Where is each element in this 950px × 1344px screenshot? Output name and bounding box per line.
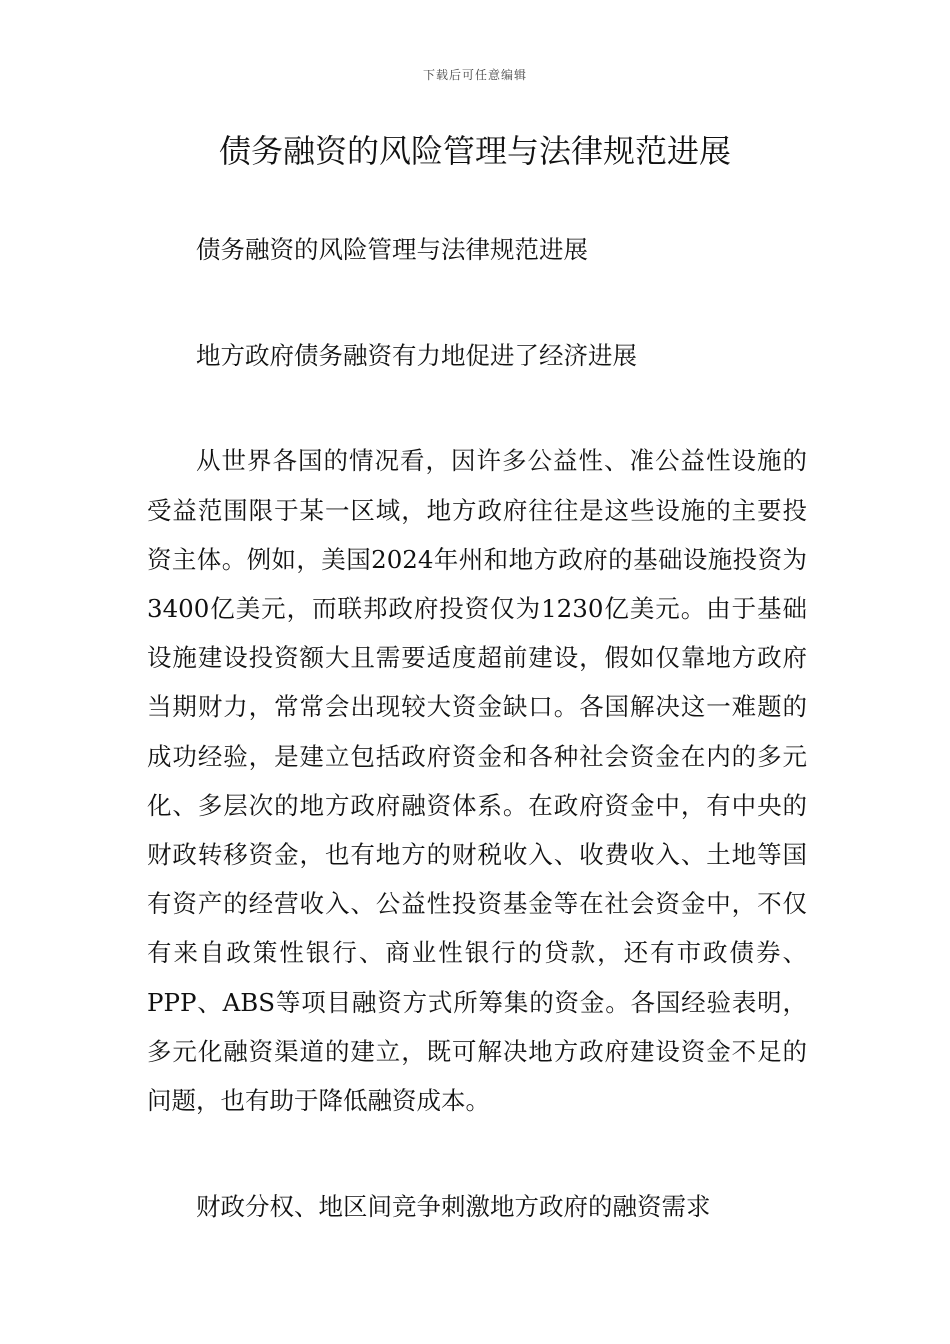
subtitle-paragraph: 债务融资的风险管理与法律规范进展 [196,235,588,264]
section-heading-paragraph-2: 财政分权、地区间竞争刺激地方政府的融资需求 [196,1192,711,1222]
document-body [147,225,807,1231]
download-note: 下载后可任意编辑 [422,68,527,82]
section-heading-paragraph: 地方政府债务融资有力地促进了经济进展 [196,341,637,371]
body-paragraph: 从世界各国的情况看，因许多公益性、准公益性设施的受益范围限于某一区域，地方政府往往是这些设施的主要投资主体。例如，美国2024年州和地方政府的基础设施投资为3400亿美元，而联邦政府投资仅为1230亿美元。由于基础设施建设投资额大且需要适度超前建设，假如仅靠地方政府当期财力，常常会出现较大资金缺口。各国解决这一难题的成功经验，是建立包括政府资金和各种社会资金在内的多元化、多层次的地方政府融资体系。在政府资金中，有中央的财政转移资金，也有地方的财税收入、收费收入、土地等国有资产的经营收入、公益性投资基金等在社会资金中，不仅有来自政策性银行、商业性银行的贷款，还有市政债券、PPP、ABS等项目融资方式所筹集的资金。各国经验表明，多元化融资渠道的建立，既可解决地方政府建设资金不足的问题，也有助于降低融资成本。 [147,446,807,1116]
document-title: 债务融资的风险管理与法律规范进展 [218,132,731,170]
